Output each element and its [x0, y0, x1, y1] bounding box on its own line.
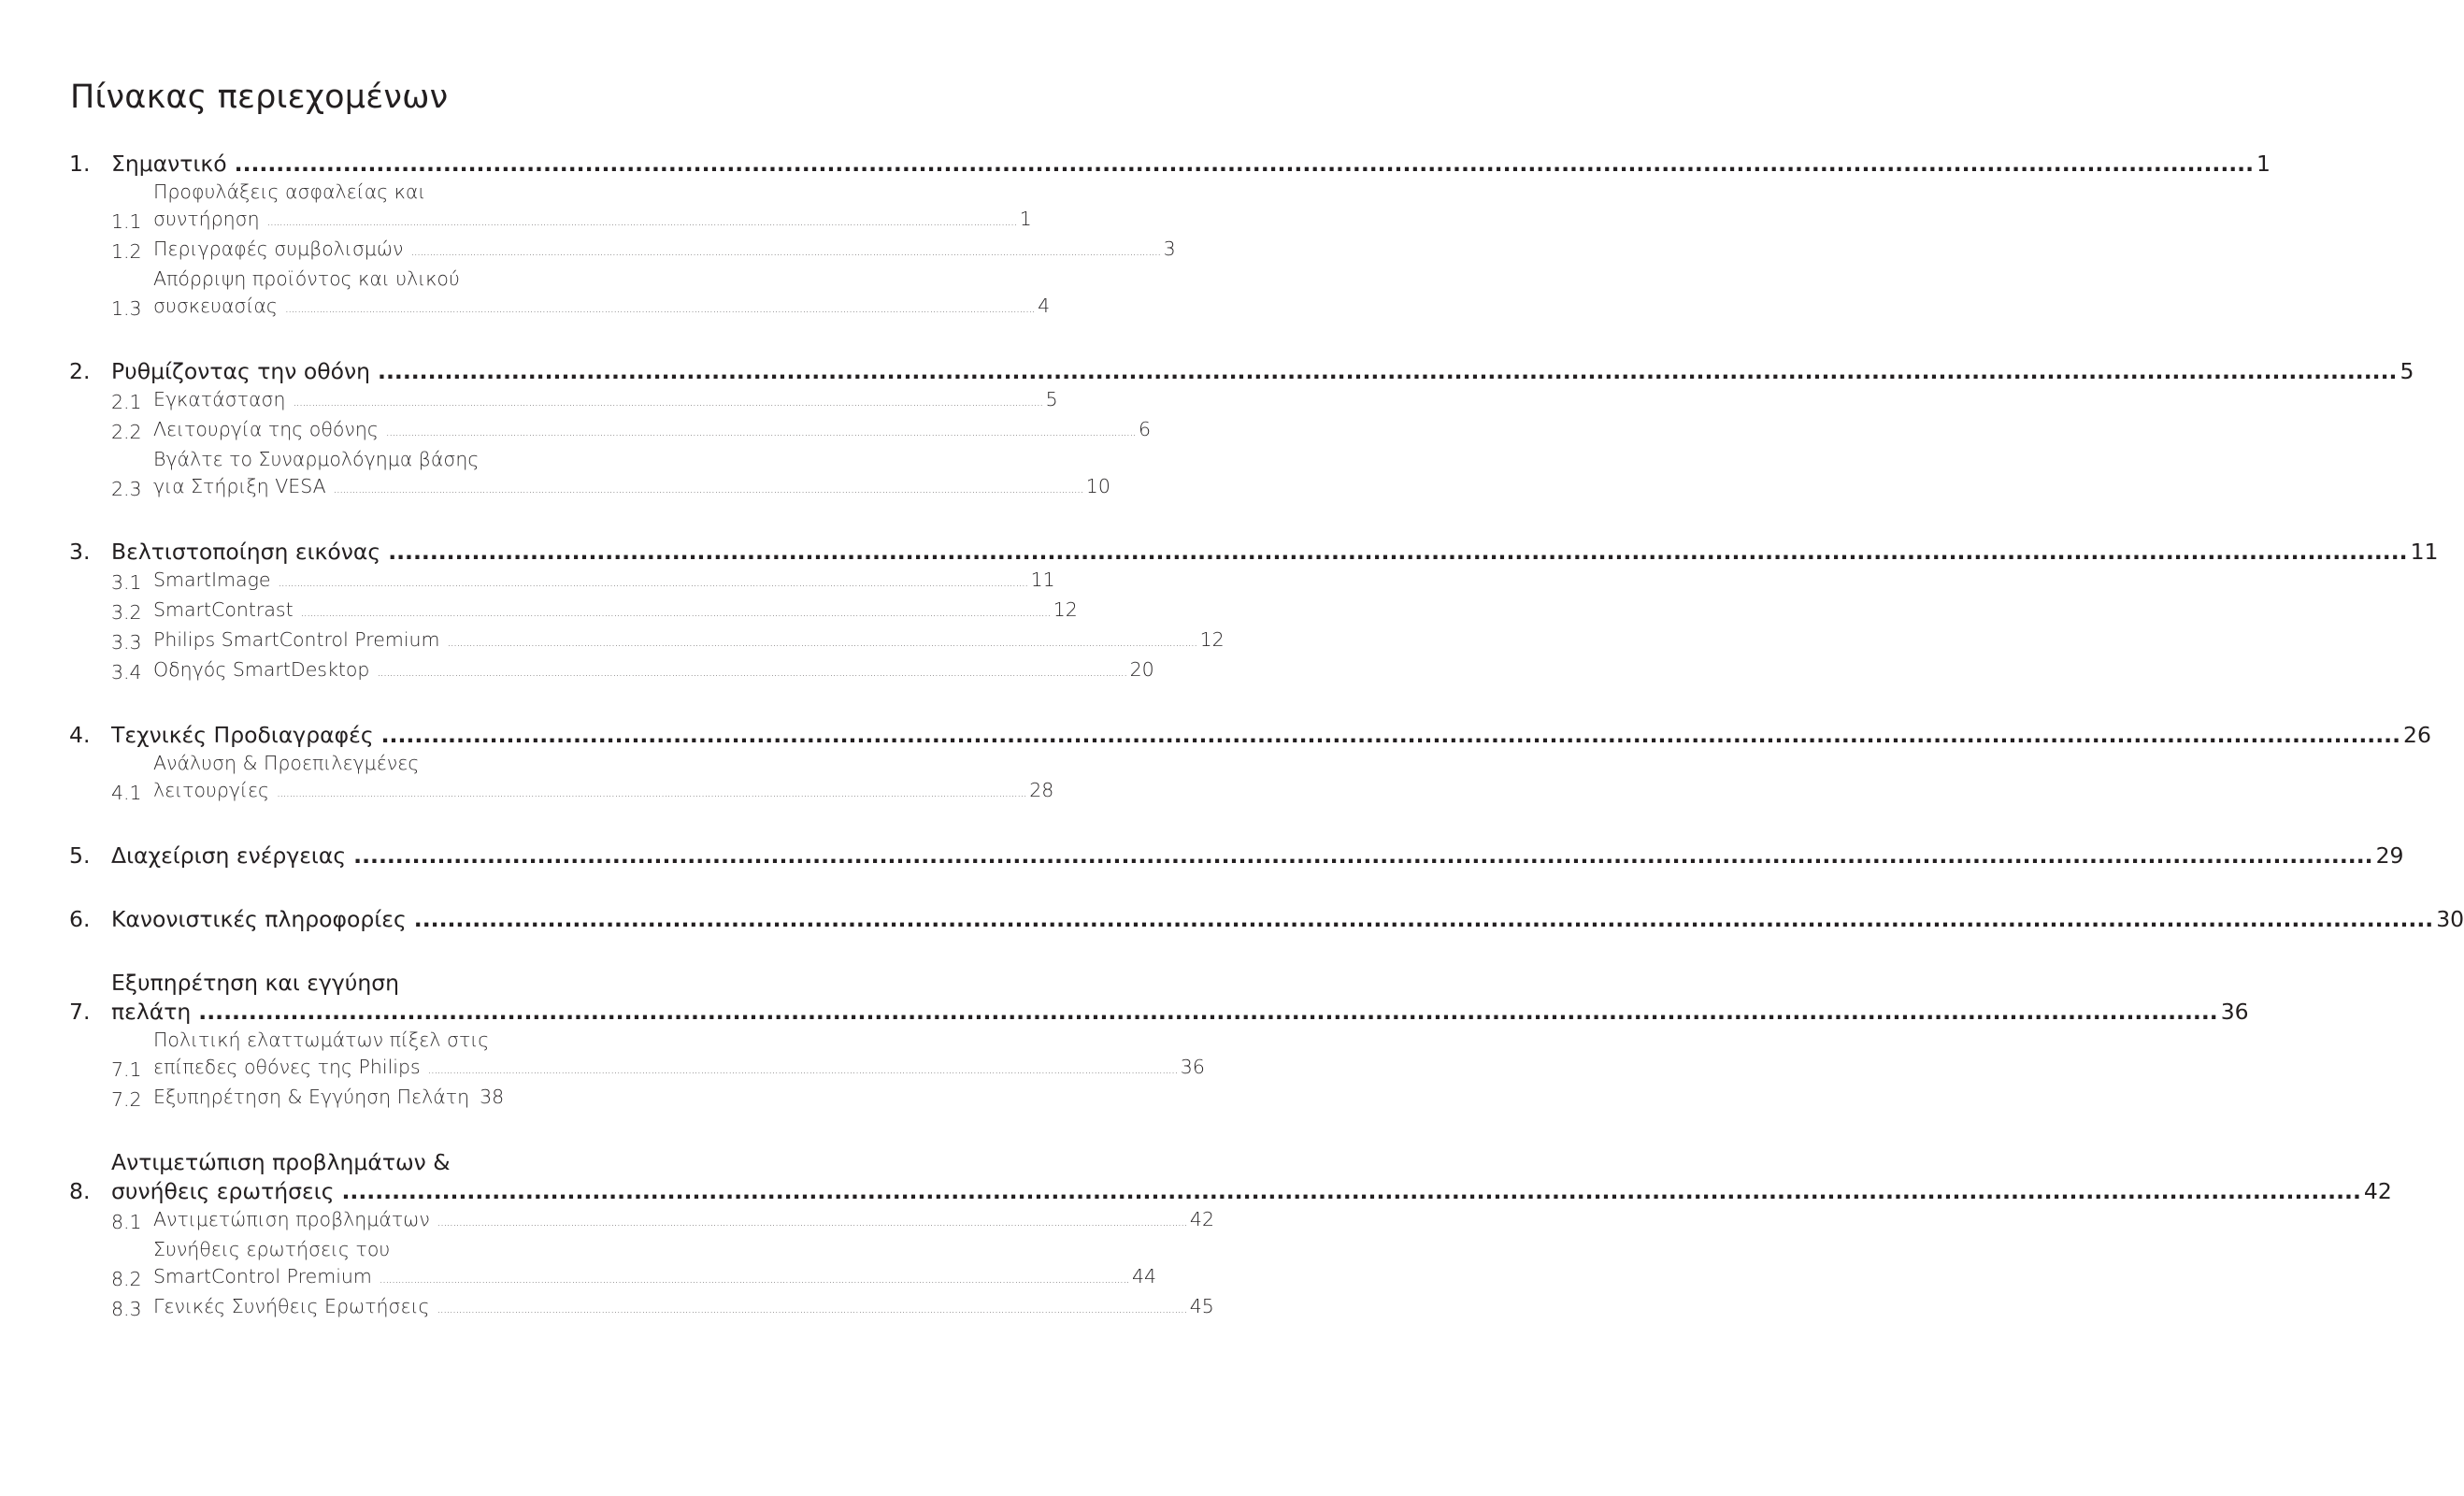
entry-title: SmartImage — [153, 568, 271, 591]
entry-body — [153, 446, 1110, 503]
dot-leader: .................................................................................................................................................................................................................................................. — [293, 396, 1043, 409]
entry-body — [153, 567, 1055, 597]
entry-title: συσκευασίας — [153, 295, 278, 317]
entry-title: για Στήριξη VESA — [153, 475, 326, 497]
page-number: 12 — [1053, 598, 1078, 621]
entry-title: Βελτιστοποίηση εικόνας — [111, 539, 381, 565]
entry-title: Philips SmartControl Premium — [153, 628, 440, 651]
entry-title-last-line — [153, 1206, 1214, 1236]
entry-number: 2.2 — [111, 421, 142, 443]
toc-section-entry[interactable] — [69, 969, 2249, 1027]
page-number: 6 — [1139, 418, 1152, 440]
entry-title-last-line — [153, 473, 1110, 503]
entry-text — [111, 721, 2431, 750]
page-number: 5 — [1045, 388, 1058, 410]
toc-subsection-entry[interactable] — [69, 386, 1058, 416]
page-number: 42 — [1189, 1208, 1214, 1230]
page-number: 26 — [2403, 722, 2431, 748]
dot-leader: .................................................................................................................................................................................................................................................. — [385, 425, 1136, 439]
dot-leader: .................................................................................................................................................................................................................................................. — [437, 1216, 1187, 1229]
page-number: 5 — [2400, 358, 2414, 384]
toc-subsection-entry[interactable] — [69, 179, 1032, 236]
entry-body — [111, 842, 2404, 870]
entry-text — [153, 236, 1176, 266]
entry-text — [111, 842, 2404, 870]
toc-section-entry[interactable] — [69, 538, 2439, 567]
entry-title-last-line — [111, 538, 2439, 567]
dot-leader: .................................................................................................................................................................................................................................................. — [379, 1273, 1129, 1286]
page-number: 38 — [480, 1086, 505, 1108]
entry-title-line: Αντιμετώπιση προβλημάτων & — [111, 1149, 451, 1175]
entry-text — [153, 750, 1054, 807]
entry-title-last-line — [153, 1084, 505, 1114]
entry-body — [153, 1206, 1214, 1236]
entry-body — [111, 1148, 2392, 1206]
dot-leader: .................................................................................................................................................................................................................................................. — [278, 576, 1028, 589]
entry-body — [111, 538, 2439, 567]
entry-title-last-line — [111, 1177, 2392, 1206]
entry-body — [153, 416, 1152, 446]
toc-section — [69, 842, 2404, 870]
entry-text — [153, 179, 1032, 236]
entry-title-last-line — [153, 1293, 1214, 1323]
entry-number: 4.1 — [111, 782, 142, 804]
entry-body — [153, 1236, 1157, 1293]
entry-title: πελάτη — [111, 999, 192, 1025]
page-number: 30 — [2436, 906, 2464, 932]
entry-body — [153, 750, 1054, 807]
entry-number: 2.3 — [111, 478, 142, 500]
entry-text — [153, 1293, 1214, 1323]
toc-subsection-entry[interactable] — [69, 1027, 1205, 1084]
toc-subsection-entry[interactable] — [69, 1084, 505, 1114]
entry-title-line: Πολιτική ελαττωμάτων πίξελ στις — [153, 1028, 490, 1051]
toc-subsection-entry[interactable] — [69, 626, 1225, 656]
entry-body — [153, 1027, 1205, 1084]
entry-number: 2.1 — [111, 391, 142, 413]
page-number: 45 — [1189, 1295, 1214, 1317]
page-number: 11 — [1030, 568, 1055, 591]
entry-title-last-line — [153, 597, 1078, 626]
dot-leader: .................................................................................................................................................................................................................................................. — [378, 358, 2398, 384]
entry-number: 1.3 — [111, 297, 142, 320]
entry-text — [111, 1148, 2392, 1206]
entry-body — [111, 969, 2249, 1027]
entry-text — [153, 1206, 1214, 1236]
entry-title: Λειτουργία της οθόνης — [153, 418, 379, 440]
toc-subsection-entry[interactable] — [69, 1206, 1214, 1236]
page-number: 42 — [2363, 1178, 2392, 1204]
entry-title-line: Απόρριψη προϊόντος και υλικού — [153, 267, 460, 290]
entry-title-last-line — [111, 905, 2464, 934]
toc-section — [69, 538, 2439, 686]
entry-title-last-line — [153, 567, 1055, 597]
dot-leader: .................................................................................................................................................................................................................................................. — [413, 906, 2434, 932]
entry-title-last-line — [153, 777, 1054, 807]
dot-leader: .................................................................................................................................................................................................................................................. — [353, 842, 2373, 869]
entry-title-last-line — [153, 206, 1032, 236]
entry-text — [153, 446, 1110, 503]
entry-title: Ρυθμίζοντας την οθόνη — [111, 358, 371, 384]
toc-section — [69, 1148, 2392, 1323]
entry-number: 3. — [69, 539, 91, 565]
table-of-contents — [69, 150, 2464, 1358]
page-number: 4 — [1038, 295, 1051, 317]
entry-body — [153, 1084, 505, 1114]
toc-section-entry[interactable] — [69, 905, 2464, 934]
toc-subsection-entry[interactable] — [69, 597, 1078, 626]
toc-section-entry[interactable] — [69, 357, 2414, 386]
entry-title-last-line — [153, 416, 1152, 446]
entry-body — [153, 656, 1154, 686]
entry-text — [153, 1027, 1205, 1084]
dot-leader: .................................................................................................................................................................................................................................................. — [198, 999, 2218, 1025]
entry-title: Σημαντικό — [111, 151, 227, 177]
entry-title-last-line — [153, 1054, 1205, 1084]
entry-number: 1. — [69, 151, 91, 177]
page-number: 1 — [1019, 208, 1032, 230]
dot-leader: .................................................................................................................................................................................................................................................. — [333, 482, 1083, 496]
entry-title: Εξυπηρέτηση & Εγγύηση Πελάτη — [153, 1086, 470, 1108]
entry-number: 1.2 — [111, 240, 142, 263]
entry-body — [153, 1293, 1214, 1323]
dot-leader: .................................................................................................................................................................................................................................................. — [277, 786, 1027, 799]
entry-number: 3.3 — [111, 631, 142, 654]
entry-title: SmartControl Premium — [153, 1265, 372, 1287]
page-title: Πίνακας περιεχομένων — [70, 79, 449, 116]
entry-number: 1.1 — [111, 210, 142, 233]
entry-title: Κανονιστικές πληροφορίες — [111, 906, 407, 932]
dot-leader: .................................................................................................................................................................................................................................................. — [234, 151, 2255, 177]
toc-section-entry[interactable] — [69, 150, 2271, 179]
entry-text — [111, 538, 2439, 567]
toc-section-entry[interactable] — [69, 1148, 2392, 1206]
entry-number: 7. — [69, 999, 91, 1025]
entry-title: Διαχείριση ενέργειας — [111, 842, 347, 869]
entry-number: 3.2 — [111, 601, 142, 624]
page-number: 20 — [1129, 658, 1154, 681]
entry-text — [153, 626, 1225, 656]
entry-number: 6. — [69, 906, 91, 932]
entry-title: Τεχνικές Προδιαγραφές — [111, 722, 374, 748]
toc-section — [69, 969, 2249, 1114]
entry-title-last-line — [153, 626, 1225, 656]
toc-subsection-entry[interactable] — [69, 1293, 1214, 1323]
entry-title-last-line — [153, 236, 1176, 266]
entry-title-line: Συνήθεις ερωτήσεις του — [153, 1238, 391, 1260]
toc-section-entry[interactable] — [69, 721, 2431, 750]
entry-text — [153, 416, 1152, 446]
entry-number: 5. — [69, 842, 91, 869]
entry-title-line: Προφυλάξεις ασφαλείας και — [153, 180, 426, 203]
toc-subsection-entry[interactable] — [69, 446, 1110, 503]
dot-leader: .................................................................................................................................................................................................................................................. — [388, 539, 2408, 565]
dot-leader: .................................................................................................................................................................................................................................................. — [300, 606, 1051, 619]
entry-number: 4. — [69, 722, 91, 748]
entry-title-line: Βγάλτε το Συναρμολόγημα βάσης — [153, 448, 480, 470]
entry-text — [153, 1236, 1157, 1293]
page-number: 10 — [1085, 475, 1110, 497]
entry-title-last-line — [111, 357, 2414, 386]
entry-text — [153, 266, 1051, 323]
toc-subsection-entry[interactable] — [69, 266, 1051, 323]
entry-number: 3.4 — [111, 661, 142, 683]
dot-leader: .................................................................................................................................................................................................................................................. — [410, 245, 1161, 258]
toc-subsection-entry[interactable] — [69, 567, 1055, 597]
entry-body — [153, 266, 1051, 323]
page-number: 11 — [2410, 539, 2439, 565]
entry-title: Περιγραφές συμβολισμών — [153, 237, 404, 260]
page-number: 44 — [1131, 1265, 1157, 1287]
dot-leader: .................................................................................................................................................................................................................................................. — [447, 636, 1197, 649]
toc-section — [69, 905, 2464, 934]
entry-body — [111, 357, 2414, 386]
page-number: 28 — [1029, 779, 1054, 801]
dot-leader: .................................................................................................................................................................................................................................................. — [427, 1063, 1178, 1076]
dot-leader: .................................................................................................................................................................................................................................................. — [284, 302, 1036, 315]
page-number: 3 — [1163, 237, 1176, 260]
toc-section-entry[interactable] — [69, 842, 2404, 870]
entry-number: 7.1 — [111, 1058, 142, 1081]
entry-body — [153, 597, 1078, 626]
toc-section — [69, 721, 2431, 807]
entry-number: 2. — [69, 358, 91, 384]
entry-title-last-line — [153, 293, 1051, 323]
entry-title: Γενικές Συνήθεις Ερωτήσεις — [153, 1295, 430, 1317]
page-number: 1 — [2256, 151, 2271, 177]
dot-leader: .................................................................................................................................................................................................................................................. — [437, 1302, 1187, 1316]
entry-number: 8.3 — [111, 1298, 142, 1320]
entry-title: επίπεδες οθόνες της Philips — [153, 1056, 421, 1078]
entry-title-last-line — [153, 656, 1154, 686]
toc-subsection-entry[interactable] — [69, 236, 1176, 266]
entry-title-last-line — [153, 386, 1058, 416]
entry-number: 8.1 — [111, 1211, 142, 1233]
page-number: 36 — [2220, 999, 2249, 1025]
dot-leader: .................................................................................................................................................................................................................................................. — [266, 215, 1017, 228]
entry-title: Αντιμετώπιση προβλημάτων — [153, 1208, 430, 1230]
entry-number: 8. — [69, 1178, 91, 1204]
entry-text — [153, 386, 1058, 416]
entry-text — [111, 357, 2414, 386]
entry-title-last-line — [111, 998, 2249, 1027]
entry-title: λειτουργίες — [153, 779, 270, 801]
dot-leader: .................................................................................................................................................................................................................................................. — [377, 666, 1127, 679]
page-number: 36 — [1180, 1056, 1205, 1078]
toc-section — [69, 357, 2414, 503]
entry-body — [153, 626, 1225, 656]
entry-title-last-line — [111, 721, 2431, 750]
dot-leader: .................................................................................................................................................................................................................................................. — [380, 722, 2401, 748]
entry-body — [111, 150, 2271, 179]
entry-body — [153, 236, 1176, 266]
entry-number: 7.2 — [111, 1088, 142, 1111]
entry-text — [153, 567, 1055, 597]
entry-title: Εγκατάσταση — [153, 388, 286, 410]
entry-number: 3.1 — [111, 571, 142, 594]
toc-subsection-entry[interactable] — [69, 1236, 1157, 1293]
toc-subsection-entry[interactable] — [69, 656, 1154, 686]
entry-body — [111, 721, 2431, 750]
entry-body — [111, 905, 2464, 934]
toc-section — [69, 150, 2271, 323]
entry-text — [153, 656, 1154, 686]
entry-text — [111, 150, 2271, 179]
entry-text — [153, 1084, 505, 1114]
entry-body — [153, 386, 1058, 416]
page-number: 29 — [2375, 842, 2404, 869]
entry-number: 8.2 — [111, 1268, 142, 1290]
entry-title-last-line — [111, 150, 2271, 179]
toc-subsection-entry[interactable] — [69, 750, 1054, 807]
dot-leader: .................................................................................................................................................................................................................................................. — [341, 1178, 2361, 1204]
entry-body — [153, 179, 1032, 236]
entry-title: συνήθεις ερωτήσεις — [111, 1178, 335, 1204]
entry-title-last-line — [111, 842, 2404, 870]
page-number: 12 — [1199, 628, 1225, 651]
entry-text — [153, 597, 1078, 626]
entry-text — [111, 969, 2249, 1027]
toc-subsection-entry[interactable] — [69, 416, 1152, 446]
entry-title: Οδηγός SmartDesktop — [153, 658, 370, 681]
entry-title: SmartContrast — [153, 598, 294, 621]
entry-title-last-line — [153, 1263, 1157, 1293]
entry-title: συντήρηση — [153, 208, 260, 230]
entry-title-line: Ανάλυση & Προεπιλεγμένες — [153, 752, 420, 774]
entry-text — [111, 905, 2464, 934]
entry-title-line: Εξυπηρέτηση και εγγύηση — [111, 970, 400, 996]
